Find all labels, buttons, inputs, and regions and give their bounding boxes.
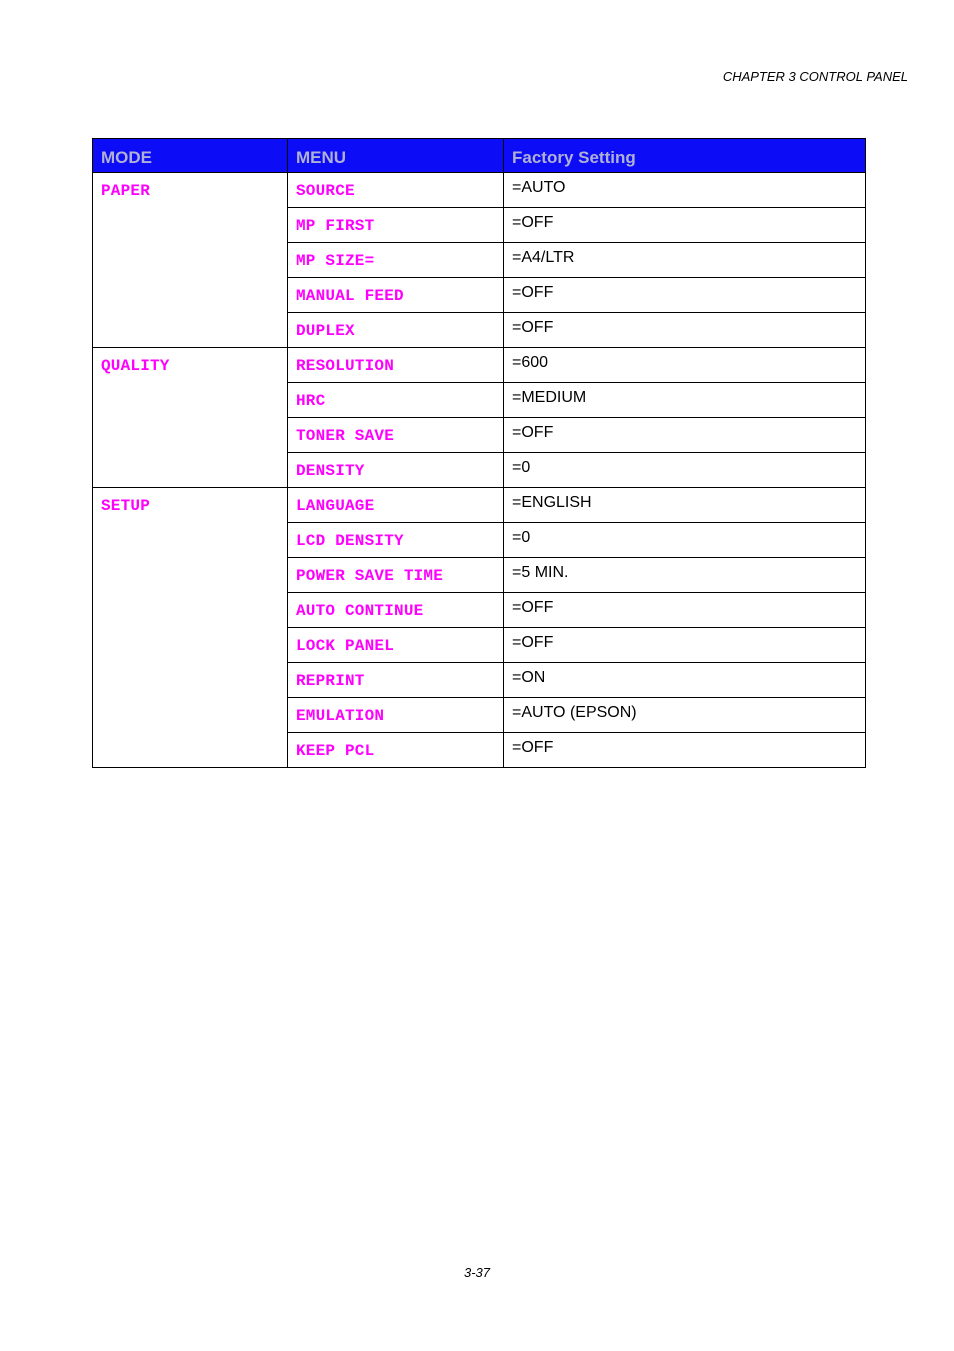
factory-setting-cell: =OFF bbox=[504, 593, 866, 628]
menu-cell: SOURCE bbox=[288, 173, 504, 208]
menu-cell: RESOLUTION bbox=[288, 348, 504, 383]
factory-setting-cell: =A4/LTR bbox=[504, 243, 866, 278]
factory-setting-cell: =OFF bbox=[504, 628, 866, 663]
menu-cell: MANUAL FEED bbox=[288, 278, 504, 313]
factory-setting-cell: =5 MIN. bbox=[504, 558, 866, 593]
menu-cell: TONER SAVE bbox=[288, 418, 504, 453]
menu-cell: LANGUAGE bbox=[288, 488, 504, 523]
menu-cell: LOCK PANEL bbox=[288, 628, 504, 663]
table-row bbox=[93, 488, 866, 523]
menu-cell: LCD DENSITY bbox=[288, 523, 504, 558]
menu-cell: AUTO CONTINUE bbox=[288, 593, 504, 628]
mode-cell: SETUP bbox=[93, 488, 288, 768]
menu-cell: DENSITY bbox=[288, 453, 504, 488]
table-row bbox=[93, 173, 866, 208]
menu-cell: KEEP PCL bbox=[288, 733, 504, 768]
factory-setting-cell: =600 bbox=[504, 348, 866, 383]
menu-cell: MP SIZE= bbox=[288, 243, 504, 278]
factory-setting-cell: =AUTO (EPSON) bbox=[504, 698, 866, 733]
table-row bbox=[93, 348, 866, 383]
factory-setting-cell: =OFF bbox=[504, 208, 866, 243]
chapter-header: CHAPTER 3 CONTROL PANEL bbox=[722, 69, 908, 84]
factory-settings-table bbox=[92, 138, 866, 768]
factory-setting-cell: =0 bbox=[504, 453, 866, 488]
mode-cell: PAPER bbox=[93, 173, 288, 348]
table-body bbox=[93, 173, 866, 768]
factory-setting-cell: =OFF bbox=[504, 313, 866, 348]
menu-cell: DUPLEX bbox=[288, 313, 504, 348]
factory-setting-cell: =MEDIUM bbox=[504, 383, 866, 418]
menu-cell: MP FIRST bbox=[288, 208, 504, 243]
menu-cell: POWER SAVE TIME bbox=[288, 558, 504, 593]
mode-cell: QUALITY bbox=[93, 348, 288, 488]
factory-setting-cell: =OFF bbox=[504, 733, 866, 768]
column-header-mode: MODE bbox=[93, 139, 288, 173]
factory-setting-cell: =ON bbox=[504, 663, 866, 698]
factory-setting-cell: =0 bbox=[504, 523, 866, 558]
column-header-factory-setting: Factory Setting bbox=[504, 139, 866, 173]
page-number: 3-37 bbox=[463, 1265, 491, 1280]
factory-setting-cell: =ENGLISH bbox=[504, 488, 866, 523]
menu-cell: HRC bbox=[288, 383, 504, 418]
column-header-menu: MENU bbox=[288, 139, 504, 173]
table-header-row bbox=[93, 139, 866, 173]
factory-setting-cell: =OFF bbox=[504, 418, 866, 453]
menu-cell: REPRINT bbox=[288, 663, 504, 698]
factory-setting-cell: =OFF bbox=[504, 278, 866, 313]
menu-cell: EMULATION bbox=[288, 698, 504, 733]
factory-setting-cell: =AUTO bbox=[504, 173, 866, 208]
